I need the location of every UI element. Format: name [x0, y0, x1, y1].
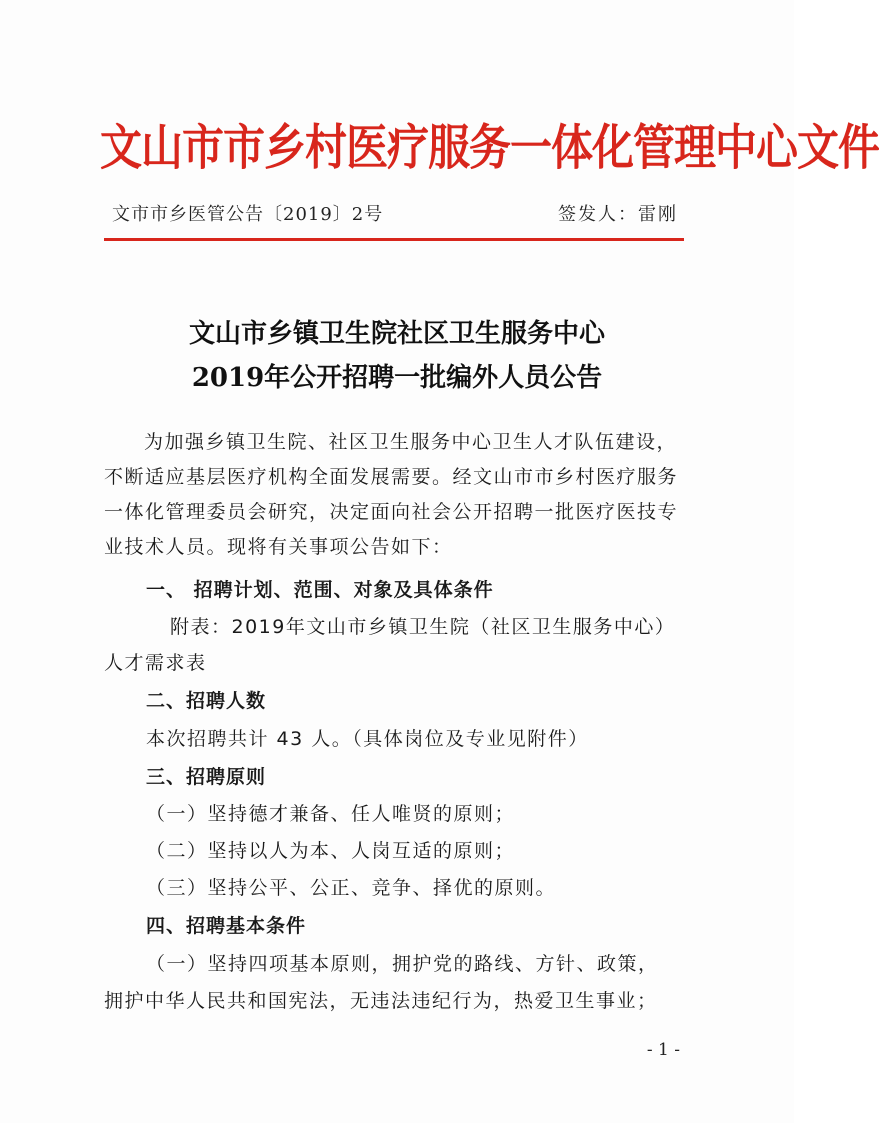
section2-heading: 二、招聘人数 — [146, 690, 267, 712]
section4-item-1-line2: 拥护中华人民共和国宪法，无违法违纪行为，热爱卫生事业； — [104, 990, 658, 1012]
page-number: - 1 - — [646, 1040, 680, 1060]
red-divider — [104, 238, 684, 241]
section4-item-1-line1: （一）坚持四项基本原则，拥护党的路线、方针、政策， — [146, 953, 659, 975]
title-line-1: 文山市乡镇卫生院社区卫生服务中心 — [188, 319, 605, 349]
page-title — [80, 312, 714, 400]
section4-heading: 四、招聘基本条件 — [146, 915, 307, 937]
section1-attachment-line1: 附表：2019年文山市乡镇卫生院（社区卫生服务中心） — [170, 616, 676, 638]
section1-heading: 一、 招聘计划、范围、对象及具体条件 — [146, 579, 494, 601]
issuer: 签发人：雷刚 — [558, 204, 678, 225]
section2-text: 本次招聘共计 43 人。（具体岗位及专业见附件） — [146, 728, 589, 750]
section1-attachment-line2: 人才需求表 — [104, 652, 207, 674]
intro-paragraph: 为加强乡镇卫生院、社区卫生服务中心卫生人才队伍建设，不断适应基层医疗机构全面发展需要。经文山市市乡村医疗服务一体化管理委员会研究，决定面向社会公开招聘一批医疗医技专业技术人员。现将有关事项公告如下： — [104, 431, 679, 558]
org-header-title: 文山市市乡村医疗服务一体化管理中心文件 — [100, 119, 879, 176]
doc-number-row — [112, 200, 682, 230]
section3-heading: 三、招聘原则 — [146, 766, 267, 788]
section3-item-3: （三）坚持公平、公正、竞争、择优的原则。 — [146, 877, 557, 899]
title-line-2: 2019年公开招聘一批编外人员公告 — [191, 363, 603, 393]
section3-item-1: （一）坚持德才兼备、任人唯贤的原则； — [146, 803, 516, 825]
section3-item-2: （二）坚持以人为本、人岗互适的原则； — [146, 840, 516, 862]
doc-number: 文市市乡医管公告〔2019〕2号 — [112, 204, 384, 225]
